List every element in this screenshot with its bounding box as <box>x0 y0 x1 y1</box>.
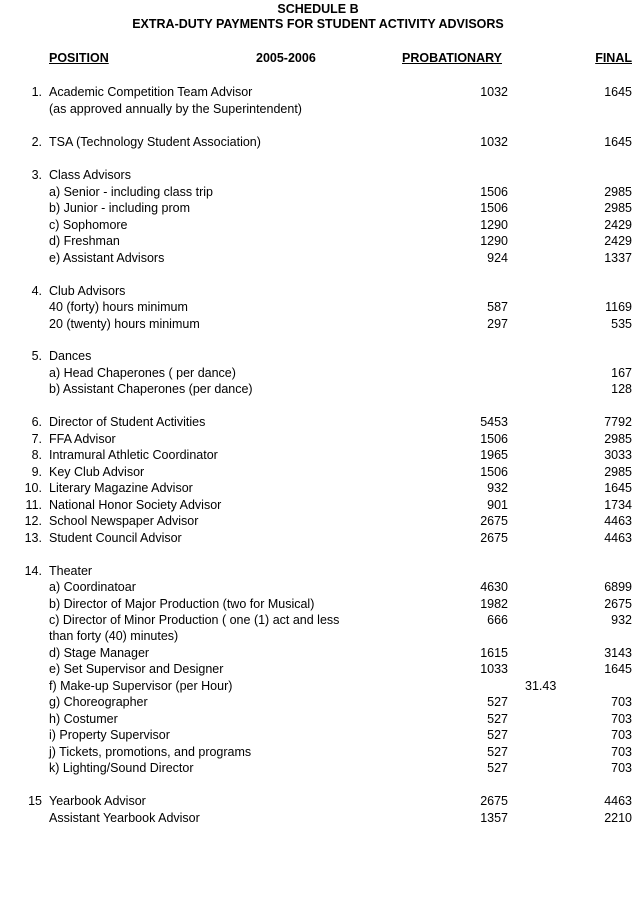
final-amount: 4463 <box>604 794 632 808</box>
probationary-amount: 2675 <box>480 531 508 545</box>
probationary-amount: 1032 <box>480 135 508 149</box>
final-amount: 2429 <box>604 234 632 248</box>
position-label: b) Assistant Chaperones (per dance) <box>49 382 253 396</box>
table-row <box>0 678 636 694</box>
probationary-amount: 901 <box>487 498 508 512</box>
position-label: TSA (Technology Student Association) <box>49 135 261 149</box>
table-row <box>0 217 636 233</box>
position-label: b) Junior - including prom <box>49 201 191 215</box>
table-row <box>0 348 636 364</box>
table-row <box>0 299 636 315</box>
probationary-amount: 1965 <box>480 448 508 462</box>
probationary-amount: 1357 <box>480 811 508 825</box>
final-amount: 4463 <box>604 514 632 528</box>
table-row <box>0 645 636 661</box>
table-row <box>0 365 636 381</box>
position-label: 20 (twenty) hours minimum <box>49 317 200 331</box>
final-amount: 703 <box>611 695 632 709</box>
final-amount: 1734 <box>604 498 632 512</box>
item-number: 7. <box>31 432 42 446</box>
position-label: Student Council Advisor <box>49 531 182 545</box>
final-amount: 535 <box>611 317 632 331</box>
table-row <box>0 497 636 513</box>
final-amount: 1645 <box>604 135 632 149</box>
final-amount: 1645 <box>604 481 632 495</box>
final-amount: 1169 <box>605 300 632 314</box>
probationary-amount: 5453 <box>480 415 508 429</box>
table-row <box>0 431 636 447</box>
table-row <box>0 283 636 299</box>
final-amount: 703 <box>611 728 632 742</box>
position-label: d) Freshman <box>49 234 120 248</box>
probationary-amount: 1615 <box>480 646 508 660</box>
item-number: 12. <box>24 514 42 528</box>
probationary-amount: 4630 <box>480 580 508 594</box>
table-row <box>0 744 636 760</box>
final-amount: 7792 <box>604 415 632 429</box>
probationary-amount: 1506 <box>480 185 508 199</box>
position-label: Literary Magazine Advisor <box>49 481 193 495</box>
table-row <box>0 810 636 826</box>
probationary-amount: 587 <box>487 300 508 314</box>
table-row <box>0 184 636 200</box>
probationary-amount: 297 <box>487 317 508 331</box>
position-label: a) Senior - including class trip <box>49 185 213 199</box>
item-number: 3. <box>31 168 42 182</box>
position-label: Key Club Advisor <box>49 465 145 479</box>
table-row <box>0 661 636 677</box>
table-row <box>0 760 636 776</box>
final-amount: 703 <box>611 745 632 759</box>
position-label: Academic Competition Team Advisor <box>49 85 253 99</box>
table-row <box>0 727 636 743</box>
final-amount: 2429 <box>604 218 632 232</box>
table-row <box>0 793 636 809</box>
table-row <box>0 200 636 216</box>
final-amount: 4463 <box>604 531 632 545</box>
position-label: j) Tickets, promotions, and programs <box>49 745 252 759</box>
position-label: e) Set Supervisor and Designer <box>49 662 224 676</box>
position-label: National Honor Society Advisor <box>49 498 222 512</box>
table-row <box>0 694 636 710</box>
probationary-amount: 1506 <box>480 432 508 446</box>
document-subtitle: EXTRA-DUTY PAYMENTS FOR STUDENT ACTIVITY ADVISORS <box>132 17 504 31</box>
probationary-amount: 527 <box>487 745 508 759</box>
header-year: 2005-2006 <box>256 51 316 65</box>
table-row <box>0 250 636 266</box>
item-number: 15 <box>28 794 42 808</box>
position-label: g) Choreographer <box>49 695 148 709</box>
table-row <box>0 316 636 332</box>
table-row <box>0 447 636 463</box>
final-amount: 2985 <box>604 465 632 479</box>
position-label: Class Advisors <box>49 168 131 182</box>
header-probationary: PROBATIONARY <box>402 51 502 65</box>
probationary-amount: 924 <box>487 251 508 265</box>
final-amount: 167 <box>611 366 632 380</box>
position-label: h) Costumer <box>49 712 118 726</box>
document-title: SCHEDULE B <box>277 2 359 16</box>
hourly-rate: 31.43 <box>525 679 557 693</box>
table-row <box>0 464 636 480</box>
probationary-amount: 1290 <box>480 234 508 248</box>
table-row <box>0 513 636 529</box>
probationary-amount: 932 <box>487 481 508 495</box>
probationary-amount: 527 <box>487 728 508 742</box>
table-row <box>0 480 636 496</box>
header-final: FINAL <box>595 51 632 65</box>
item-number: 9. <box>31 465 42 479</box>
final-amount: 2985 <box>604 201 632 215</box>
table-row <box>0 563 636 579</box>
table-row <box>0 381 636 397</box>
position-label: b) Director of Major Production (two for Musical) <box>49 597 315 611</box>
header-position: POSITION <box>49 51 109 65</box>
position-label: Intramural Athletic Coordinator <box>49 448 218 462</box>
position-label: c) Sophomore <box>49 218 128 232</box>
table-row <box>0 84 636 100</box>
item-number: 4. <box>31 284 42 298</box>
item-number: 8. <box>31 448 42 462</box>
final-amount: 128 <box>611 382 632 396</box>
table-row <box>0 530 636 546</box>
position-label: FFA Advisor <box>49 432 116 446</box>
position-label: than forty (40) minutes) <box>49 629 179 643</box>
item-number: 11. <box>25 498 42 512</box>
final-amount: 2675 <box>604 597 632 611</box>
position-label: d) Stage Manager <box>49 646 150 660</box>
final-amount: 1337 <box>604 251 632 265</box>
probationary-amount: 527 <box>487 695 508 709</box>
final-amount: 3143 <box>604 646 632 660</box>
table-row <box>0 101 636 117</box>
position-label: (as approved annually by the Superintendent) <box>49 102 302 116</box>
position-label: e) Assistant Advisors <box>49 251 165 265</box>
probationary-amount: 1032 <box>480 85 508 99</box>
position-label: Dances <box>49 349 92 363</box>
final-amount: 1645 <box>604 85 632 99</box>
probationary-amount: 527 <box>487 761 508 775</box>
position-label: Club Advisors <box>49 284 126 298</box>
table-row <box>0 628 636 644</box>
item-number: 5. <box>31 349 42 363</box>
probationary-amount: 1290 <box>480 218 508 232</box>
probationary-amount: 666 <box>487 613 508 627</box>
probationary-amount: 1982 <box>480 597 508 611</box>
final-amount: 3033 <box>604 448 632 462</box>
final-amount: 703 <box>611 712 632 726</box>
final-amount: 2985 <box>604 185 632 199</box>
item-number: 2. <box>31 135 42 149</box>
position-label: Director of Student Activities <box>49 415 206 429</box>
table-row <box>0 233 636 249</box>
position-label: c) Director of Minor Production ( one (1) act and less <box>49 613 340 627</box>
final-amount: 1645 <box>604 662 632 676</box>
probationary-amount: 2675 <box>480 794 508 808</box>
position-label: a) Coordinatoar <box>49 580 136 594</box>
position-label: i) Property Supervisor <box>49 728 170 742</box>
final-amount: 703 <box>611 761 632 775</box>
table-row <box>0 612 636 628</box>
item-number: 13. <box>24 531 42 545</box>
table-row <box>0 414 636 430</box>
probationary-amount: 527 <box>487 712 508 726</box>
position-label: Assistant Yearbook Advisor <box>49 811 200 825</box>
table-row <box>0 711 636 727</box>
item-number: 1. <box>31 85 42 99</box>
table-row <box>0 596 636 612</box>
table-row <box>0 167 636 183</box>
table-row <box>0 579 636 595</box>
item-number: 10. <box>24 481 42 495</box>
item-number: 6. <box>31 415 42 429</box>
final-amount: 2210 <box>604 811 632 825</box>
probationary-amount: 1506 <box>480 201 508 215</box>
position-label: School Newspaper Advisor <box>49 514 199 528</box>
probationary-amount: 1506 <box>480 465 508 479</box>
position-label: f) Make-up Supervisor (per Hour) <box>49 679 233 693</box>
item-number: 14. <box>24 564 42 578</box>
position-label: Yearbook Advisor <box>49 794 146 808</box>
position-label: Theater <box>49 564 93 578</box>
position-label: a) Head Chaperones ( per dance) <box>49 366 236 380</box>
final-amount: 2985 <box>604 432 632 446</box>
table-row <box>0 134 636 150</box>
final-amount: 932 <box>611 613 632 627</box>
probationary-amount: 1033 <box>480 662 508 676</box>
final-amount: 6899 <box>604 580 632 594</box>
position-label: k) Lighting/Sound Director <box>49 761 194 775</box>
probationary-amount: 2675 <box>480 514 508 528</box>
position-label: 40 (forty) hours minimum <box>49 300 188 314</box>
